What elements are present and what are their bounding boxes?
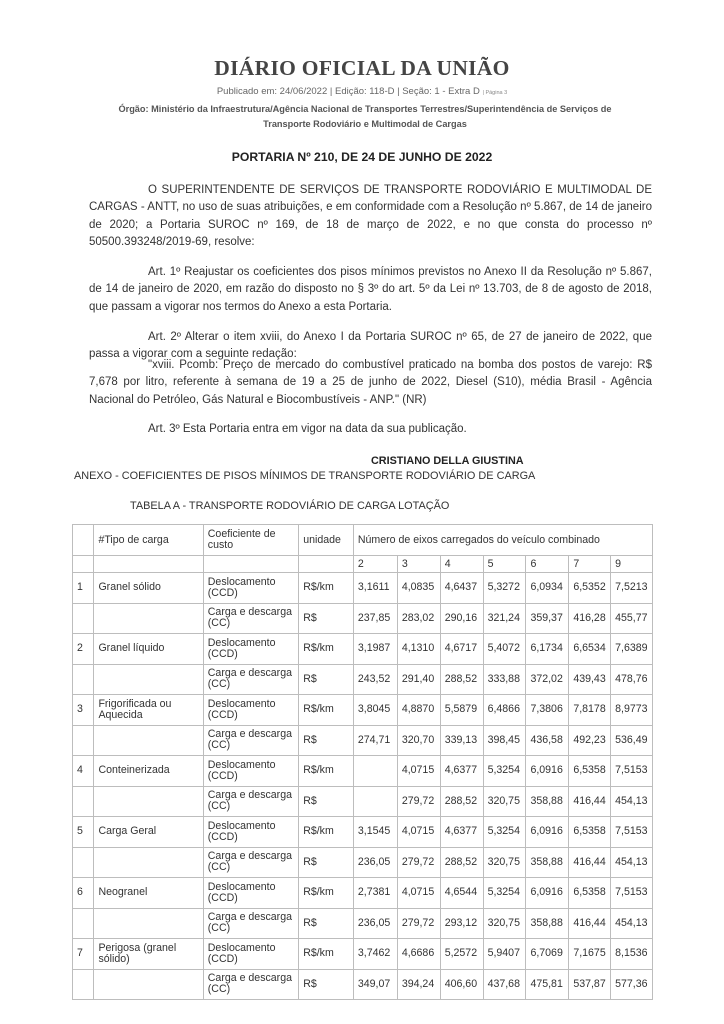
value-cell: 394,24 <box>397 969 440 1000</box>
value-cell: 288,52 <box>440 786 483 817</box>
axle-label: 2 <box>353 556 397 573</box>
cost-coefficient: Deslocamento (CCD) <box>203 878 298 909</box>
value-cell: 358,88 <box>526 786 569 817</box>
value-cell: 4,0715 <box>397 756 440 787</box>
value-cell: 436,58 <box>526 725 569 756</box>
value-cell: 7,5153 <box>611 756 653 787</box>
cost-coefficient: Deslocamento (CCD) <box>203 756 298 787</box>
header-index <box>73 525 94 556</box>
value-cell: 454,13 <box>611 786 653 817</box>
value-cell: 358,88 <box>526 847 569 878</box>
header-eixos: Número de eixos carregados do veículo combinado <box>353 525 652 556</box>
value-cell: 5,3254 <box>483 878 526 909</box>
value-cell: 4,6717 <box>440 634 483 665</box>
value-cell: 293,12 <box>440 908 483 939</box>
row-number: 2 <box>73 634 94 665</box>
annex-title: ANEXO - COEFICIENTES DE PISOS MÍNIMOS DE TRANSPORTE RODOVIÁRIO DE CARGA <box>74 470 536 482</box>
cargo-type: Conteinerizada <box>94 756 203 787</box>
value-cell: 4,6377 <box>440 817 483 848</box>
unit: R$/km <box>299 817 354 848</box>
table-row <box>73 908 653 939</box>
value-cell: 492,23 <box>569 725 611 756</box>
value-cell: 475,81 <box>526 969 569 1000</box>
cargo-type <box>94 847 203 878</box>
cargo-type <box>94 969 203 1000</box>
page-label: | Página 3 <box>482 90 508 96</box>
header-tipo-de-carga: #Tipo de carga <box>94 525 203 556</box>
axle-label: 6 <box>526 556 569 573</box>
value-cell: 3,1545 <box>353 817 397 848</box>
axle-label: 5 <box>483 556 526 573</box>
cost-coefficient: Deslocamento (CCD) <box>203 573 298 604</box>
coefficients-table <box>72 524 653 1000</box>
value-cell: 536,49 <box>611 725 653 756</box>
cargo-type <box>94 725 203 756</box>
value-cell: 290,16 <box>440 603 483 634</box>
cost-coefficient: Deslocamento (CCD) <box>203 634 298 665</box>
value-cell: 7,5153 <box>611 817 653 848</box>
signer-name: CRISTIANO DELLA GIUSTINA <box>371 455 524 467</box>
unit: R$ <box>299 786 354 817</box>
table-row <box>73 603 653 634</box>
article-1-paragraph <box>89 264 652 316</box>
table-body <box>73 573 653 1000</box>
value-cell: 3,1987 <box>353 634 397 665</box>
value-cell: 2,7381 <box>353 878 397 909</box>
value-cell: 274,71 <box>353 725 397 756</box>
masthead-title: DIÁRIO OFICIAL DA UNIÃO <box>214 56 510 80</box>
value-cell: 320,70 <box>397 725 440 756</box>
value-cell: 349,07 <box>353 969 397 1000</box>
cargo-type <box>94 603 203 634</box>
paragraph-text: Art. 3º Esta Portaria entra em vigor na data da sua publicação. <box>148 423 467 435</box>
unit: R$ <box>299 908 354 939</box>
value-cell: 288,52 <box>440 847 483 878</box>
table-row <box>73 725 653 756</box>
paragraph-text: Art. 2º Alterar o item xviii, do Anexo I da Portaria SUROC nº 65, de 27 de janeiro de 2022, que passa a vigorar com a seguinte redação: <box>89 331 652 361</box>
unit: R$ <box>299 969 354 1000</box>
value-cell: 4,6686 <box>397 939 440 970</box>
value-cell: 7,5153 <box>611 878 653 909</box>
value-cell: 7,6389 <box>611 634 653 665</box>
unit: R$ <box>299 847 354 878</box>
value-cell: 6,5352 <box>569 573 611 604</box>
value-cell: 5,5879 <box>440 695 483 726</box>
unit: R$/km <box>299 634 354 665</box>
cost-coefficient: Carga e descarga (CC) <box>203 603 298 634</box>
unit: R$/km <box>299 573 354 604</box>
axle-label: 4 <box>440 556 483 573</box>
value-cell: 4,0835 <box>397 573 440 604</box>
value-cell: 8,9773 <box>611 695 653 726</box>
cost-coefficient: Carga e descarga (CC) <box>203 664 298 695</box>
table-row <box>73 634 653 665</box>
value-cell: 439,43 <box>569 664 611 695</box>
table-row <box>73 573 653 604</box>
empty-cell <box>299 556 354 573</box>
value-cell: 577,36 <box>611 969 653 1000</box>
value-cell: 455,77 <box>611 603 653 634</box>
value-cell: 321,24 <box>483 603 526 634</box>
row-number <box>73 786 94 817</box>
value-cell: 279,72 <box>397 908 440 939</box>
value-cell: 4,6437 <box>440 573 483 604</box>
publication-line <box>0 86 724 97</box>
value-cell: 6,5358 <box>569 756 611 787</box>
cargo-type: Frigorificada ou Aquecida <box>94 695 203 726</box>
value-cell: 236,05 <box>353 908 397 939</box>
value-cell: 4,8870 <box>397 695 440 726</box>
paragraph-text: O SUPERINTENDENTE DE SERVIÇOS DE TRANSPORTE RODOVIÁRIO E MULTIMODAL DE CARGAS - ANTT, no uso de suas atribuições, e em conformidade com a Resolução nº 5.867, de 14 de janeiro de 2020; a Portaria SUROC nº 169, de 18 de março de 2022, e no que consta do processo nº 50500.393248/2019-69, resolve: <box>89 184 652 248</box>
value-cell: 7,1675 <box>569 939 611 970</box>
value-cell: 6,0916 <box>526 878 569 909</box>
row-number <box>73 664 94 695</box>
table-header-row <box>73 525 653 556</box>
unit: R$/km <box>299 695 354 726</box>
value-cell: 5,9407 <box>483 939 526 970</box>
value-cell: 5,3254 <box>483 756 526 787</box>
unit: R$/km <box>299 756 354 787</box>
row-number <box>73 725 94 756</box>
axle-label: 7 <box>569 556 611 573</box>
value-cell: 6,5358 <box>569 878 611 909</box>
unit: R$/km <box>299 878 354 909</box>
table-title: TABELA A - TRANSPORTE RODOVIÁRIO DE CARGA LOTAÇÃO <box>130 500 450 512</box>
value-cell: 7,3806 <box>526 695 569 726</box>
value-cell: 6,7069 <box>526 939 569 970</box>
value-cell: 3,1611 <box>353 573 397 604</box>
value-cell: 7,5213 <box>611 573 653 604</box>
value-cell: 279,72 <box>397 847 440 878</box>
cost-coefficient: Carga e descarga (CC) <box>203 847 298 878</box>
value-cell: 454,13 <box>611 847 653 878</box>
row-number: 7 <box>73 939 94 970</box>
cargo-type: Granel líquido <box>94 634 203 665</box>
value-cell: 416,44 <box>569 786 611 817</box>
value-cell: 372,02 <box>526 664 569 695</box>
table-row <box>73 756 653 787</box>
value-cell: 398,45 <box>483 725 526 756</box>
value-cell: 359,37 <box>526 603 569 634</box>
value-cell: 3,8045 <box>353 695 397 726</box>
value-cell: 3,7462 <box>353 939 397 970</box>
value-cell: 288,52 <box>440 664 483 695</box>
empty-cell <box>73 556 94 573</box>
value-cell: 6,6534 <box>569 634 611 665</box>
table-row <box>73 817 653 848</box>
unit: R$ <box>299 664 354 695</box>
cargo-type: Carga Geral <box>94 817 203 848</box>
value-cell: 279,72 <box>397 786 440 817</box>
value-cell: 437,68 <box>483 969 526 1000</box>
table-row <box>73 847 653 878</box>
cargo-type <box>94 664 203 695</box>
cargo-type: Perigosa (granel sólido) <box>94 939 203 970</box>
empty-cell <box>94 556 203 573</box>
paragraph-text: "xviii. Pcomb: Preço de mercado do combustível praticado na bomba dos postos de varejo: R$ 7,678 por litro, referente à semana de 19 a 25 de junho de 2022, Diesel (S10), média Brasil - Agência Nacional do Petróleo, Gás Natural e Biocombustíveis - ANP." (NR) <box>89 359 652 406</box>
row-number: 5 <box>73 817 94 848</box>
cargo-type <box>94 786 203 817</box>
cargo-type <box>94 908 203 939</box>
value-cell: 416,44 <box>569 847 611 878</box>
table-row <box>73 939 653 970</box>
table-row <box>73 969 653 1000</box>
value-cell: 243,52 <box>353 664 397 695</box>
axle-label: 3 <box>397 556 440 573</box>
table-row <box>73 878 653 909</box>
value-cell: 4,6544 <box>440 878 483 909</box>
value-cell: 5,2572 <box>440 939 483 970</box>
row-number: 6 <box>73 878 94 909</box>
value-cell <box>353 786 397 817</box>
cargo-type: Neogranel <box>94 878 203 909</box>
unit: R$ <box>299 603 354 634</box>
value-cell: 237,85 <box>353 603 397 634</box>
row-number <box>73 908 94 939</box>
orgao-line: Órgão: Ministério da Infraestrutura/Agência Nacional de Transportes Terrestres/Superintendência de Serviços de Transporte Rodoviário e Multimodal de Cargas <box>118 104 612 129</box>
cost-coefficient: Carga e descarga (CC) <box>203 908 298 939</box>
value-cell: 6,1734 <box>526 634 569 665</box>
row-number: 1 <box>73 573 94 604</box>
value-cell: 320,75 <box>483 908 526 939</box>
value-cell: 5,4072 <box>483 634 526 665</box>
cost-coefficient: Deslocamento (CCD) <box>203 695 298 726</box>
row-number: 4 <box>73 756 94 787</box>
table-row <box>73 695 653 726</box>
value-cell: 4,0715 <box>397 878 440 909</box>
value-cell: 537,87 <box>569 969 611 1000</box>
value-cell: 6,4866 <box>483 695 526 726</box>
value-cell: 8,1536 <box>611 939 653 970</box>
paragraph-text: Art. 1º Reajustar os coeficientes dos pisos mínimos previstos no Anexo II da Resolução nº 5.867, de 14 de janeiro de 2020, em razão do disposto no § 3º do art. 5º da Lei nº 13.703, de 8 de agosto de 2018, que passam a vigorar nos termos do Anexo a esta Portaria. <box>89 266 652 313</box>
document-title: PORTARIA Nº 210, DE 24 DE JUNHO DE 2022 <box>231 150 493 164</box>
value-cell: 6,5358 <box>569 817 611 848</box>
table-row <box>73 664 653 695</box>
empty-cell <box>203 556 298 573</box>
cost-coefficient: Carga e descarga (CC) <box>203 786 298 817</box>
value-cell: 6,0916 <box>526 756 569 787</box>
cargo-type: Granel sólido <box>94 573 203 604</box>
publication-info: Publicado em: 24/06/2022 | Edição: 118-D | Seção: 1 - Extra D <box>216 86 480 97</box>
row-number <box>73 603 94 634</box>
value-cell: 406,60 <box>440 969 483 1000</box>
unit: R$ <box>299 725 354 756</box>
header-unidade: unidade <box>299 525 354 556</box>
value-cell: 6,0934 <box>526 573 569 604</box>
header-coeficiente: Coeficiente de custo <box>203 525 298 556</box>
value-cell: 4,6377 <box>440 756 483 787</box>
value-cell: 333,88 <box>483 664 526 695</box>
value-cell: 291,40 <box>397 664 440 695</box>
value-cell: 478,76 <box>611 664 653 695</box>
value-cell: 6,0916 <box>526 817 569 848</box>
article-3-paragraph <box>89 421 652 438</box>
preamble-paragraph <box>89 182 652 251</box>
value-cell: 7,8178 <box>569 695 611 726</box>
value-cell: 339,13 <box>440 725 483 756</box>
value-cell: 416,28 <box>569 603 611 634</box>
value-cell: 283,02 <box>397 603 440 634</box>
unit: R$/km <box>299 939 354 970</box>
row-number: 3 <box>73 695 94 726</box>
axle-count-row <box>73 556 653 573</box>
cost-coefficient: Deslocamento (CCD) <box>203 939 298 970</box>
value-cell: 5,3272 <box>483 573 526 604</box>
value-cell: 416,44 <box>569 908 611 939</box>
value-cell: 358,88 <box>526 908 569 939</box>
row-number <box>73 969 94 1000</box>
axle-label: 9 <box>611 556 653 573</box>
value-cell: 5,3254 <box>483 817 526 848</box>
value-cell <box>353 756 397 787</box>
value-cell: 4,1310 <box>397 634 440 665</box>
cost-coefficient: Carga e descarga (CC) <box>203 969 298 1000</box>
cost-coefficient: Deslocamento (CCD) <box>203 817 298 848</box>
value-cell: 454,13 <box>611 908 653 939</box>
value-cell: 320,75 <box>483 786 526 817</box>
value-cell: 320,75 <box>483 847 526 878</box>
row-number <box>73 847 94 878</box>
cost-coefficient: Carga e descarga (CC) <box>203 725 298 756</box>
value-cell: 4,0715 <box>397 817 440 848</box>
value-cell: 236,05 <box>353 847 397 878</box>
table-row <box>73 786 653 817</box>
article-2-quote <box>89 357 652 409</box>
